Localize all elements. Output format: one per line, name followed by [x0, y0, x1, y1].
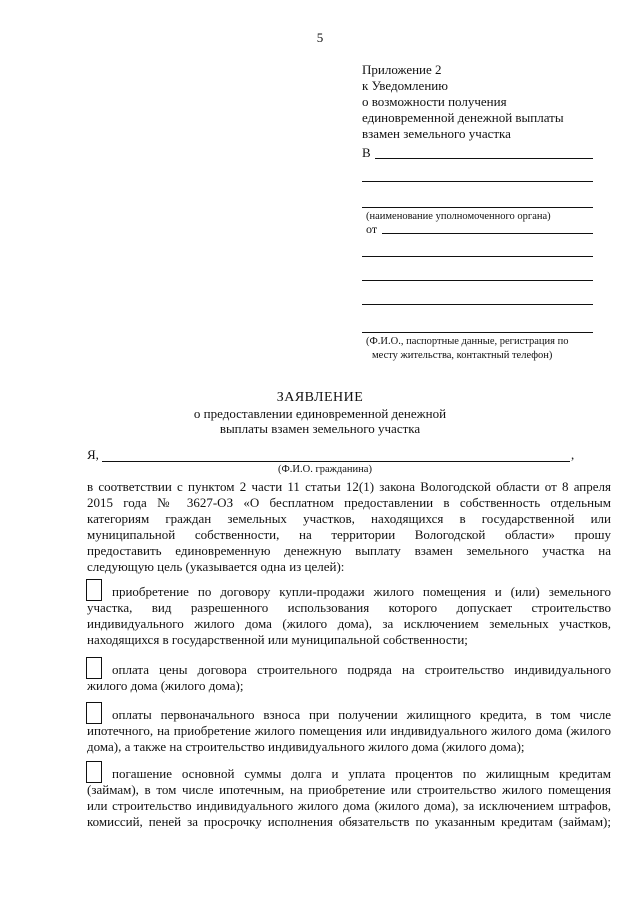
intro-line: предоставить единовременную денежную выплату взамен земельного участка на	[87, 543, 611, 558]
appendix-header	[362, 62, 564, 142]
option-line: участка, вид разрешенного использования которого допускает строительство	[87, 600, 611, 615]
from-label: от	[366, 222, 378, 236]
sender-line[interactable]	[362, 256, 593, 257]
option-checkbox[interactable]	[86, 761, 102, 783]
option-line: оплата цены договора строительного подряда на строительство индивидуального	[112, 662, 611, 677]
option-line: (займам), в том числе ипотечным, на приобретение или строительство жилого помещения	[87, 782, 611, 797]
document-subtitle: выплаты взамен земельного участка	[219, 421, 421, 436]
applicant-prefix: Я,	[87, 447, 99, 462]
intro-line: следующую цель (указывается одна из целей):	[87, 559, 345, 574]
option-line: или строительство индивидуального жилого дома (жилого дома), за исключением штрафов,	[87, 798, 611, 813]
option-line: приобретение по договору купли-продажи жилого помещения и (или) земельного	[112, 584, 611, 599]
intro-line: муниципальной собственности, на территории Вологодской области» прошу	[87, 527, 611, 542]
applicant-suffix: ,	[571, 447, 575, 462]
document-title: ЗАЯВЛЕНИЕ	[276, 390, 364, 405]
option-checkbox[interactable]	[86, 657, 102, 679]
page-number: 5	[316, 30, 324, 45]
option-checkbox[interactable]	[86, 579, 102, 601]
option-line: комиссий, пеней за просрочку исполнения обязательств по указанным кредитам (займам);	[87, 814, 611, 829]
appendix-line: единовременной денежной выплаты	[362, 110, 564, 125]
sender-line[interactable]	[362, 304, 593, 305]
option-line: дома), а также на строительство индивидуального жилого дома (жилого дома);	[87, 739, 525, 754]
appendix-line: о возможности получения	[362, 94, 507, 109]
option-line: погашение основной суммы долга и уплата процентов по жилищным кредитам	[112, 766, 611, 781]
option-line: ипотечного, на приобретение жилого помещения или индивидуального жилого дома (жилого	[87, 723, 611, 738]
option-line: находящихся в государственной или муниципальной собственности;	[87, 632, 468, 647]
to-label: В	[362, 145, 371, 160]
sender-line[interactable]	[362, 280, 593, 281]
sender-caption: (Ф.И.О., паспортные данные, регистрация по	[366, 336, 569, 347]
appendix-line: Приложение 2	[362, 62, 442, 77]
recipient-line[interactable]	[362, 207, 593, 208]
recipient-caption: (наименование уполномоченного органа)	[366, 211, 551, 222]
option-line: жилого дома (жилого дома);	[87, 678, 244, 693]
intro-line: в соответствии с пунктом 2 части 11 статьи 12(1) закона Вологодской области от 8 апреля	[87, 479, 611, 494]
appendix-line: к Уведомлению	[362, 78, 448, 93]
sender-line[interactable]	[382, 233, 593, 234]
option-line: индивидуального жилого дома (жилого дома), за исключением земельных участков,	[87, 616, 611, 631]
intro-line: 2015 года № 3627-ОЗ «О бесплатном предоставлении в собственность отдельным	[87, 495, 611, 510]
intro-line: категориям граждан земельных участков, находящихся в государственной или	[87, 511, 611, 526]
option-checkbox[interactable]	[86, 702, 102, 724]
sender-line[interactable]	[362, 332, 593, 333]
recipient-line[interactable]	[362, 181, 593, 182]
appendix-line: взамен земельного участка	[362, 126, 511, 141]
document-subtitle: о предоставлении единовременной денежной	[193, 406, 447, 421]
option-line: оплаты первоначального взноса при получении жилищного кредита, в том числе	[112, 707, 611, 722]
applicant-caption: (Ф.И.О. гражданина)	[278, 464, 372, 475]
recipient-line[interactable]	[375, 158, 593, 159]
sender-caption: месту жительства, контактный телефон)	[372, 350, 553, 361]
